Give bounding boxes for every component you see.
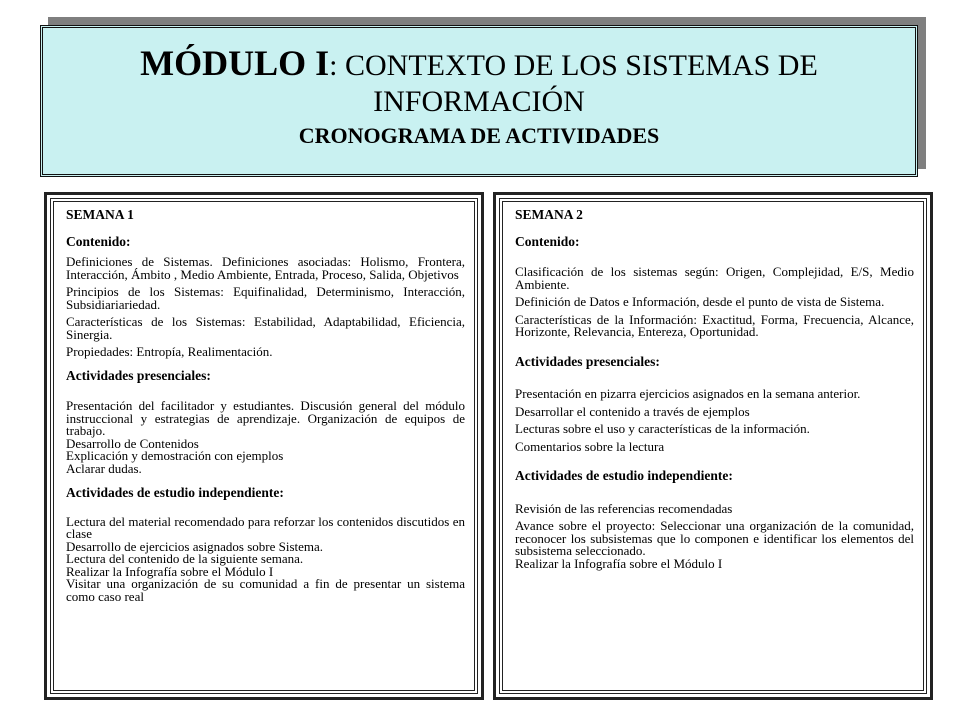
week-2-independiente-item: Revisión de las referencias recomendadas <box>515 500 733 516</box>
week-2-presencial-item: Comentarios sobre la lectura <box>515 438 665 454</box>
week-2-independiente-heading: Actividades de estudio independiente: <box>515 468 733 483</box>
week-2-independiente-item: Avance sobre el proyecto: Seleccionar una organización de la comunidad, reconocer los subsistemas que lo componen e identificar los elementos del subsistema seleccionado. <box>515 518 914 558</box>
week-2-contenido-item: Definición de Datos e Información, desde el punto de vista de Sistema. <box>515 294 885 309</box>
week-2-independiente-item: Realizar la Infografía sobre el Módulo I <box>515 555 723 571</box>
week-1-label: SEMANA 1 <box>66 207 134 222</box>
title-box <box>40 25 918 177</box>
week-1-contenido-item: Propiedades: Entropía, Realimentación. <box>66 344 273 359</box>
week-2-contenido-heading: Contenido: <box>515 233 580 249</box>
week-2-contenido-item: Clasificación de los sistemas según: Origen, Complejidad, E/S, Medio Ambiente. <box>515 264 914 292</box>
module-label: MÓDULO I <box>140 43 330 83</box>
week-1-independiente-heading: Actividades de estudio independiente: <box>66 485 284 500</box>
week-2-content <box>499 198 927 694</box>
week-2-presencial-item: Presentación en pizarra ejercicios asignados en la semana anterior. <box>515 386 861 401</box>
week-1-independiente-item: Lectura del contenido de la siguiente semana. <box>66 551 304 566</box>
title-line-1 <box>43 44 915 85</box>
week-2-contenido-item: Características de la Información: Exactitud, Forma, Frecuencia, Alcance, Horizonte, Relevancia, Entereza, Oportunidad. <box>515 311 914 339</box>
week-1-panel <box>44 192 484 700</box>
week-2-presenciales-heading: Actividades presenciales: <box>515 353 660 369</box>
week-1-presencial-item: Explicación y demostración con ejemplos <box>66 448 284 463</box>
week-1-contenido-heading: Contenido: <box>66 233 131 249</box>
week-1-contenido-item: Definiciones de Sistemas. Definiciones asociadas: Holismo, Frontera, Interacción, Ámbito , Medio Ambiente, Entrada, Proceso, Salida, Objetivos <box>66 254 465 282</box>
module-title: : CONTEXTO DE LOS SISTEMAS DE <box>329 49 818 82</box>
module-title-line-2: INFORMACIÓN <box>373 85 585 118</box>
week-1-independiente-item: Lectura del material recomendado para reforzar los contenidos discutidos en clase <box>66 513 465 541</box>
week-1-contenido-item: Características de los Sistemas: Estabilidad, Adaptabilidad, Eficiencia, Sinergia. <box>66 314 465 342</box>
week-1-content <box>50 198 478 694</box>
week-1-independiente-item: Realizar la Infografía sobre el Módulo I <box>66 563 274 579</box>
week-1-presencial-item: Aclarar dudas. <box>66 460 142 476</box>
schedule-subtitle: CRONOGRAMA DE ACTIVIDADES <box>298 123 660 148</box>
week-1-independiente-item: Visitar una organización de su comunidad a fin de presentar un sistema como caso real <box>66 576 465 604</box>
week-1-presencial-item: Desarrollo de Contenidos <box>66 435 199 451</box>
week-2-panel <box>493 192 933 700</box>
week-1-independiente-item: Desarrollo de ejercicios asignados sobre Sistema. <box>66 538 324 554</box>
week-1-presenciales-heading: Actividades presenciales: <box>66 367 211 383</box>
week-2-label: SEMANA 2 <box>515 207 583 222</box>
week-1-contenido-item: Principios de los Sistemas: Equifinalidad, Determinismo, Interacción, Subsidiariariedad. <box>66 284 465 312</box>
week-2-presencial-item: Lecturas sobre el uso y características de la información. <box>515 421 810 436</box>
week-1-presencial-item: Presentación del facilitador y estudiantes. Discusión general del módulo instruccional y estrategias de aprendizaje. Organización de equipos de trabajo. <box>66 398 465 438</box>
week-2-presencial-item: Desarrollar el contenido a través de ejemplos <box>515 403 750 419</box>
